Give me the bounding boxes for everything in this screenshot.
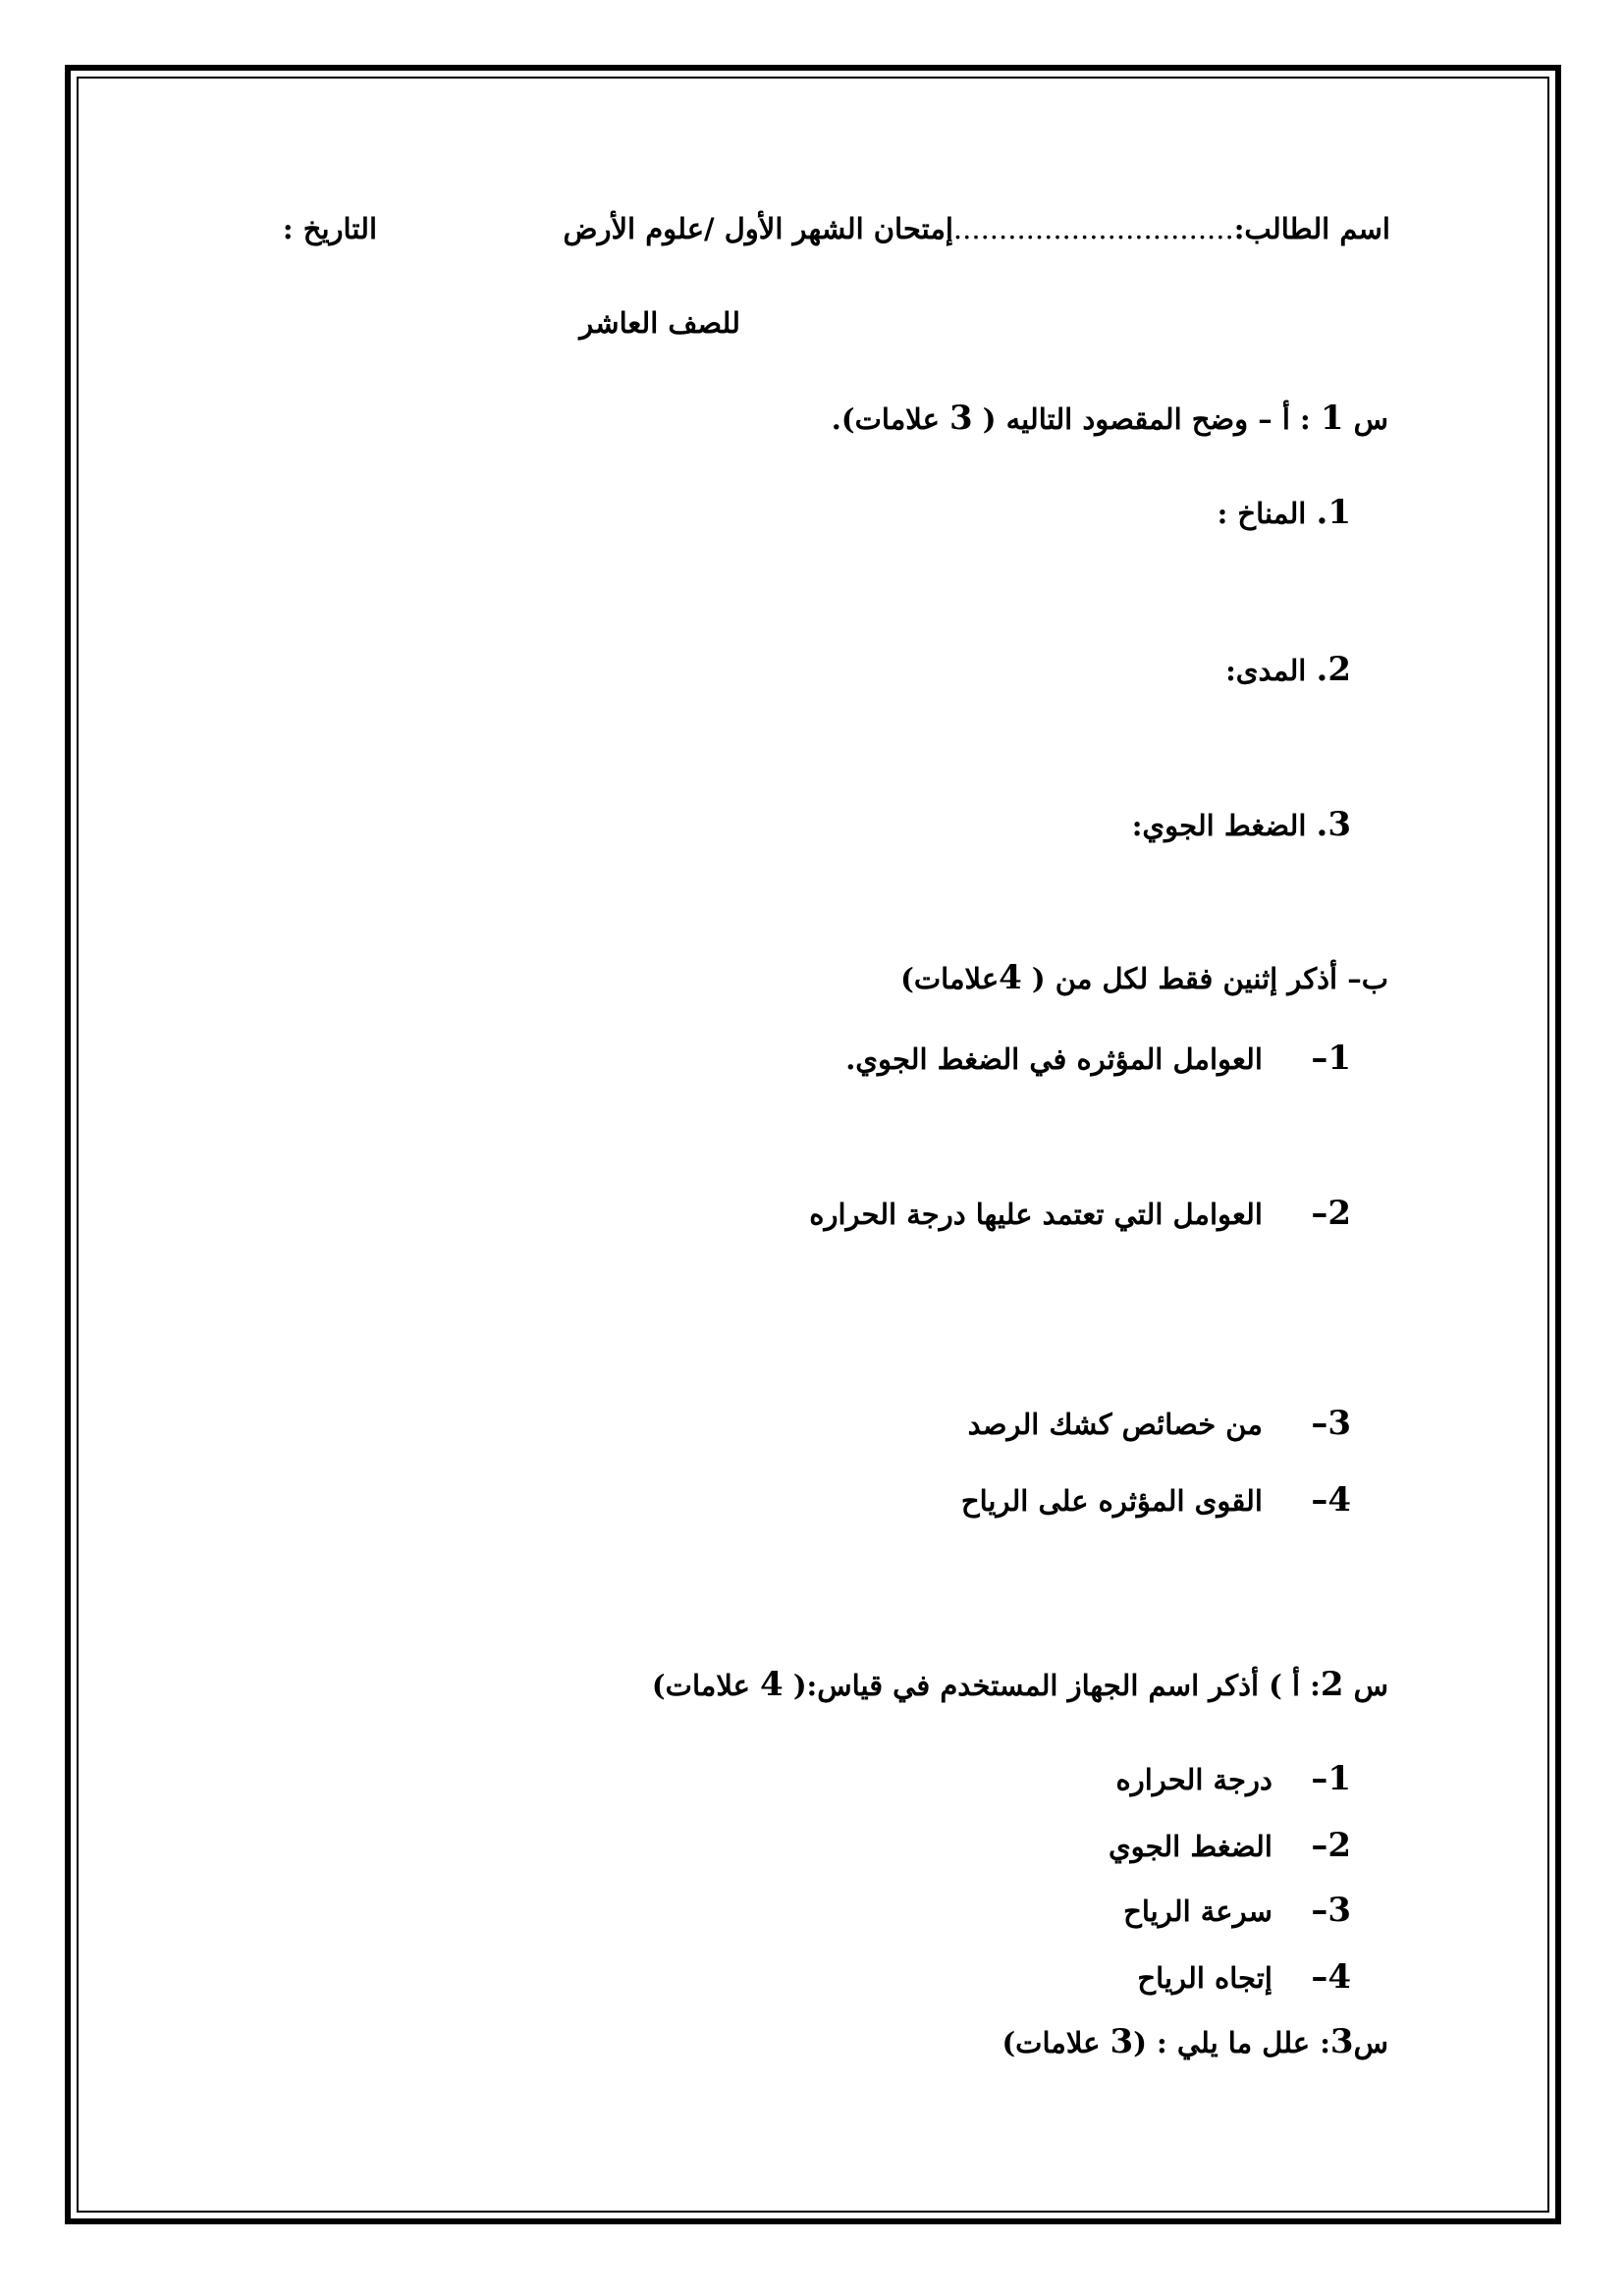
list-number: 1– bbox=[1311, 1039, 1351, 1078]
date-label: التاريخ : bbox=[282, 212, 377, 245]
list-text: العوامل المؤثره في الضغط الجوي. bbox=[845, 1042, 1263, 1076]
def-number: 3. bbox=[1316, 805, 1351, 844]
q1-title-text: : أ – وضح المقصود التاليه ( bbox=[982, 402, 1311, 436]
def-number: 1. bbox=[1316, 493, 1351, 532]
q1-list-item-2 bbox=[809, 1194, 1351, 1233]
q2-list-item-2 bbox=[1109, 1826, 1351, 1865]
name-dots: ............................... bbox=[952, 212, 1234, 245]
list-text: العوامل التي تعتمد عليها درجة الحراره bbox=[809, 1198, 1263, 1231]
list-number: 4– bbox=[1311, 1957, 1351, 1997]
date-field bbox=[283, 212, 377, 245]
q3-number: 3 bbox=[1329, 2022, 1354, 2061]
q1-def-1 bbox=[1218, 493, 1351, 532]
part-b-text: ب– أذكر إثنين فقط لكل من ( bbox=[1031, 962, 1388, 995]
grade-line bbox=[579, 306, 740, 340]
q1-number: 1 bbox=[1320, 399, 1344, 438]
q1-def-3 bbox=[1132, 805, 1351, 844]
q2-list-item-1 bbox=[1116, 1759, 1351, 1798]
q3-marks-number: 3 bbox=[1110, 2022, 1134, 2061]
list-number: 1– bbox=[1311, 1759, 1351, 1798]
q2-marks-text: علامات) bbox=[651, 1669, 750, 1702]
list-text: درجة الحراره bbox=[1115, 1763, 1272, 1796]
student-name-line bbox=[563, 212, 1390, 245]
exam-title: إمتحان الشهر الأول /علوم الأرض bbox=[563, 212, 953, 245]
def-text: الضغط الجوي: bbox=[1131, 809, 1307, 842]
q1-list-item-3 bbox=[968, 1404, 1351, 1443]
grade-text: للصف العاشر bbox=[579, 306, 740, 340]
list-number: 3– bbox=[1311, 1404, 1351, 1443]
q3-marks-text: علامات) bbox=[1001, 2026, 1101, 2059]
list-text: القوى المؤثره على الرياح bbox=[960, 1484, 1263, 1518]
list-number: 2– bbox=[1311, 1826, 1351, 1865]
q2-list-item-4 bbox=[1137, 1957, 1351, 1997]
q2-title-text: : أ ) أذكر اسم الجهاز المستخدم في قياس:( bbox=[792, 1669, 1321, 1702]
q1-part-b-title bbox=[900, 958, 1388, 997]
list-number: 3– bbox=[1311, 1891, 1351, 1930]
q3-prefix: س bbox=[1353, 2026, 1388, 2059]
def-number: 2. bbox=[1316, 650, 1351, 689]
list-number: 4– bbox=[1311, 1480, 1351, 1520]
q2-prefix: س bbox=[1353, 1669, 1388, 1702]
q1-list-item-4 bbox=[961, 1480, 1351, 1520]
q1-list-item-1 bbox=[845, 1039, 1351, 1078]
q3-title bbox=[1001, 2022, 1388, 2061]
student-label: اسم الطالب: bbox=[1233, 212, 1390, 245]
q2-list-item-3 bbox=[1123, 1891, 1351, 1930]
q1-def-2 bbox=[1225, 650, 1351, 689]
q2-number: 2 bbox=[1320, 1665, 1344, 1704]
list-number: 2– bbox=[1311, 1194, 1351, 1233]
list-text: سرعة الرياح bbox=[1123, 1895, 1272, 1928]
list-text: من خصائص كشك الرصد bbox=[967, 1408, 1263, 1441]
q1-title bbox=[832, 399, 1388, 438]
q2-title bbox=[652, 1665, 1388, 1704]
list-text: الضغط الجوي bbox=[1108, 1830, 1272, 1863]
q1-prefix: س bbox=[1353, 402, 1388, 436]
part-b-marks: علامات) bbox=[900, 962, 1000, 995]
def-text: المناخ : bbox=[1217, 497, 1307, 530]
part-b-number: 4 bbox=[999, 958, 1022, 997]
q2-marks-number: 4 bbox=[760, 1665, 784, 1704]
list-text: إتجاه الرياح bbox=[1137, 1961, 1272, 1995]
q1-marks-number: 3 bbox=[949, 399, 973, 438]
q1-marks-text: علامات). bbox=[831, 402, 940, 436]
def-text: المدى: bbox=[1225, 654, 1307, 687]
q3-title-text: : علل ما يلي : ( bbox=[1133, 2026, 1330, 2059]
